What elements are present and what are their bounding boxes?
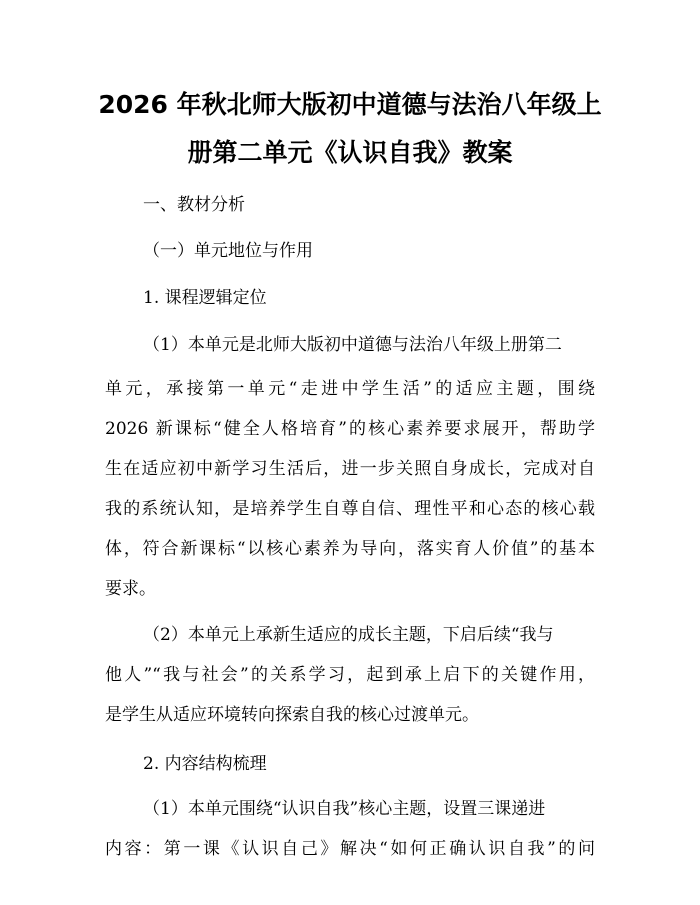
section-heading-teaching-material-analysis: 一、教材分析 — [143, 195, 245, 215]
paragraph-2-line: 他人”“我与社会”的关系学习，起到承上启下的关键作用， — [105, 665, 595, 685]
subsection-heading-unit-position: （一）单元地位与作用 — [143, 241, 313, 261]
document-title-line-2: 册第二单元《认识自我》教案 — [187, 138, 513, 167]
paragraph-1-line: （1）本单元是北师大版初中道德与法治八年级上册第二 — [143, 335, 562, 355]
paragraph-3-line: 内容：第一课《认识自己》解决“如何正确认识自我”的问 — [105, 839, 595, 859]
paragraph-1-line: 2026 新课标“健全人格培育”的核心素养要求展开，帮助学 — [105, 419, 595, 439]
paragraph-1-line: 生在适应初中新学习生活后，进一步关照自身成长，完成对自 — [105, 459, 595, 479]
item-heading-course-logic: 1. 课程逻辑定位 — [143, 288, 267, 308]
paragraph-2-line: （2）本单元上承新生适应的成长主题，下启后续“我与 — [143, 625, 554, 645]
paragraph-1-line: 要求。 — [105, 579, 156, 599]
item-heading-content-structure: 2. 内容结构梳理 — [143, 754, 267, 774]
document-title-line-1: 2026 年秋北师大版初中道德与法治八年级上 — [98, 90, 602, 119]
paragraph-1-line: 体，符合新课标“以核心素养为导向，落实育人价值”的基本 — [105, 539, 595, 559]
paragraph-1-line: 单元，承接第一单元“走进中学生活”的适应主题，围绕 — [105, 379, 595, 399]
paragraph-2-line: 是学生从适应环境转向探索自我的核心过渡单元。 — [105, 705, 479, 725]
paragraph-1-line: 我的系统认知，是培养学生自尊自信、理性平和心态的核心载 — [105, 499, 595, 519]
paragraph-3-line: （1）本单元围绕“认识自我”核心主题，设置三课递进 — [143, 799, 546, 819]
